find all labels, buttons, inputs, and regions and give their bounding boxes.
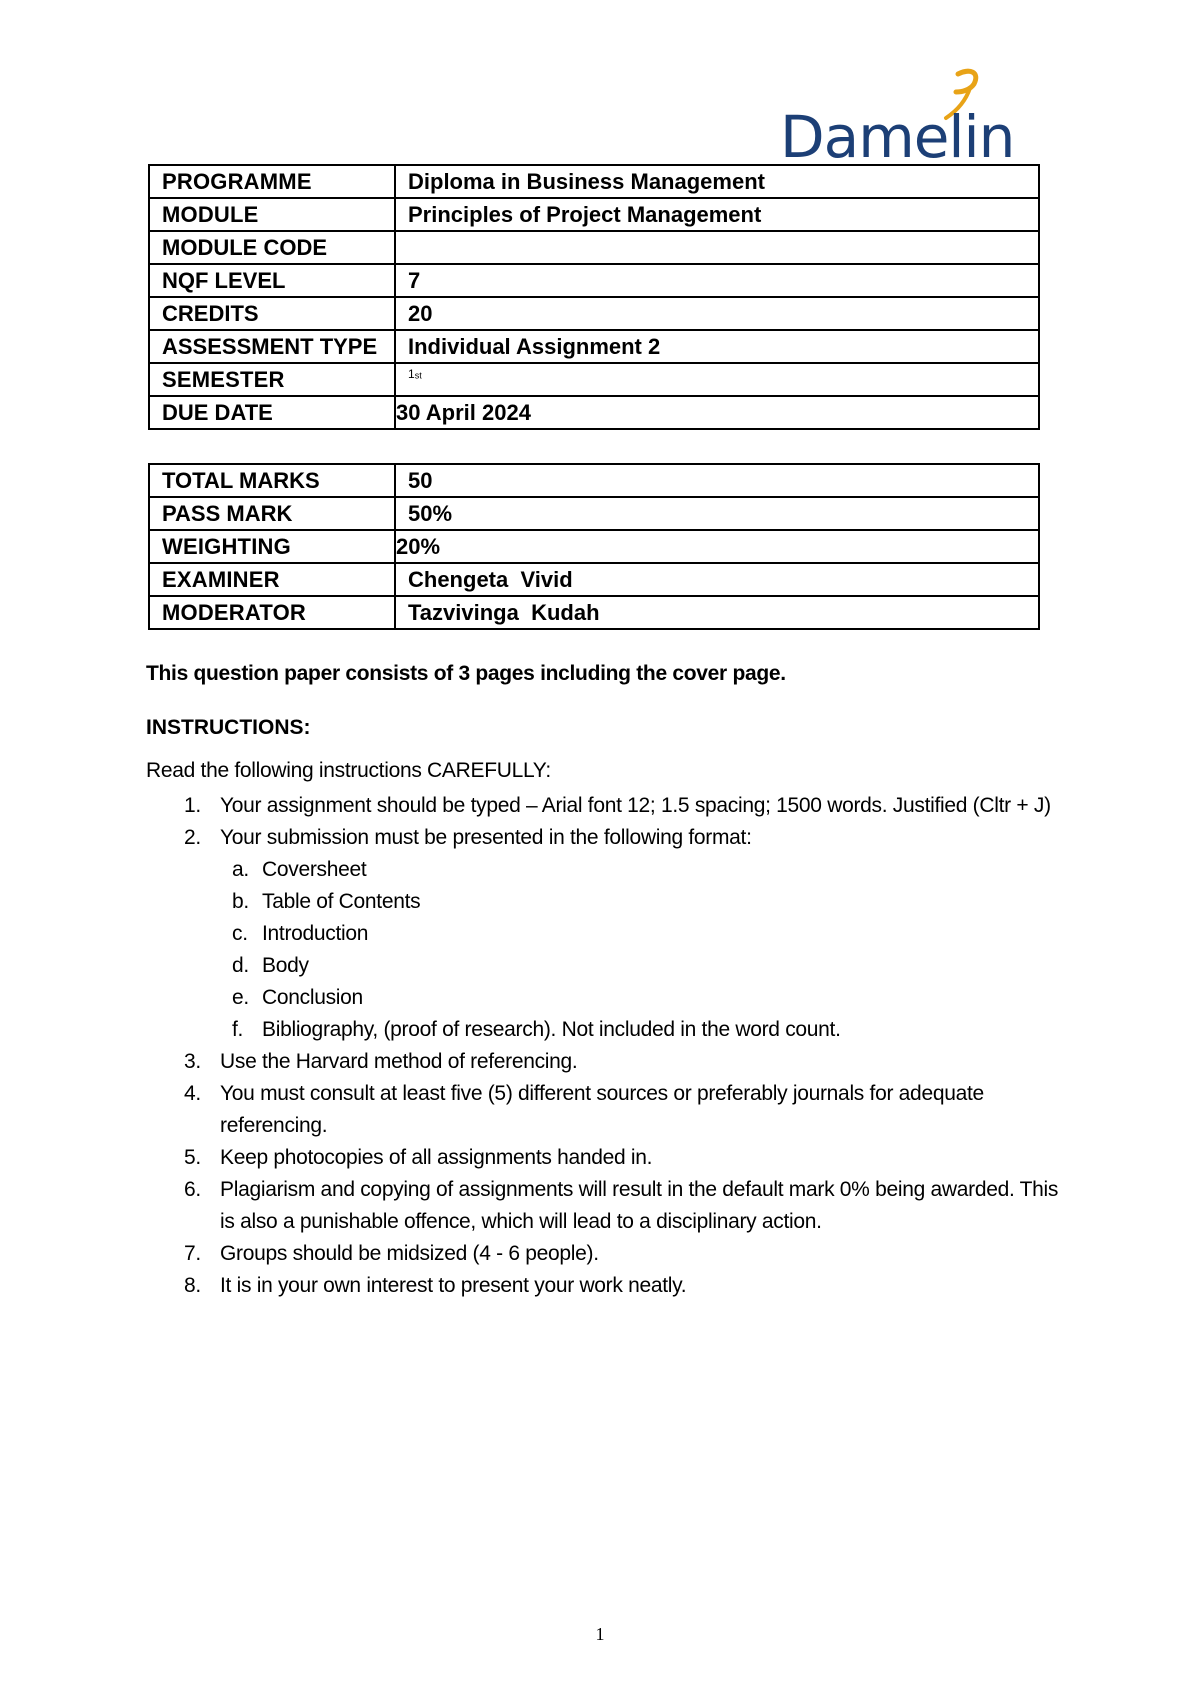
row-label: ASSESSMENT TYPE [149, 330, 395, 363]
row-label: MODULE CODE [149, 231, 395, 264]
row-label: WEIGHTING [149, 530, 395, 563]
instructions-lead: Read the following instructions CAREFULLY: [146, 759, 551, 782]
table-row [149, 530, 1039, 563]
row-label: DUE DATE [149, 396, 395, 429]
item-letter: a. [232, 858, 249, 881]
item-text: Plagiarism and copying of assignments will result in the default mark 0% being awarded. This is also a punishable offence, which will lead to a disciplinary action. [220, 1178, 1059, 1233]
semester-value: 1 [408, 366, 415, 381]
row-value [395, 231, 1039, 264]
row-label: NQF LEVEL [149, 264, 395, 297]
item-text: Coversheet [262, 858, 367, 881]
item-text: It is in your own interest to present your work neatly. [220, 1274, 687, 1297]
instructions-list [146, 790, 1066, 1302]
list-item [146, 1142, 1066, 1174]
page-count-note: This question paper consists of 3 pages including the cover page. [146, 662, 786, 685]
item-number: 2. [184, 826, 201, 849]
row-label: PROGRAMME [149, 165, 395, 198]
item-number: 6. [184, 1178, 201, 1201]
item-text: Use the Harvard method of referencing. [220, 1050, 578, 1073]
list-item [146, 1238, 1066, 1270]
row-value: 20% [395, 530, 1039, 563]
list-item [146, 1174, 1066, 1238]
table-row [149, 330, 1039, 363]
list-item [146, 854, 1066, 886]
item-text: Conclusion [262, 986, 363, 1009]
row-label: TOTAL MARKS [149, 464, 395, 497]
row-label: SEMESTER [149, 363, 395, 396]
list-item [146, 1046, 1066, 1078]
row-value: Individual Assignment 2 [395, 330, 1039, 363]
table-row [149, 596, 1039, 629]
item-text: Introduction [262, 922, 369, 945]
list-item [146, 886, 1066, 918]
item-text: You must consult at least five (5) different sources or preferably journals for adequate referencing. [220, 1082, 984, 1137]
row-value: 50% [395, 497, 1039, 530]
table-row [149, 198, 1039, 231]
row-label: PASS MARK [149, 497, 395, 530]
row-value: Tazvivinga Kudah [395, 596, 1039, 629]
item-text: Your submission must be presented in the following format: [220, 826, 752, 849]
list-item [146, 982, 1066, 1014]
row-value: 7 [395, 264, 1039, 297]
item-text: Keep photocopies of all assignments handed in. [220, 1146, 653, 1169]
damelin-logo [780, 66, 1015, 171]
item-text: Table of Contents [262, 890, 421, 913]
item-number: 8. [184, 1274, 201, 1297]
item-letter: d. [232, 954, 249, 977]
table-row [149, 497, 1039, 530]
list-item [146, 822, 1066, 1046]
item-text: Bibliography, (proof of research). Not included in the word count. [262, 1018, 841, 1041]
item-number: 4. [184, 1082, 201, 1105]
row-value: 30 April 2024 [395, 396, 1039, 429]
logo-wordmark: Damelin [780, 103, 1015, 171]
row-label: CREDITS [149, 297, 395, 330]
item-number: 5. [184, 1146, 201, 1169]
row-value: 50 [395, 464, 1039, 497]
list-item [146, 790, 1066, 822]
list-item [146, 1078, 1066, 1142]
table-row [149, 165, 1039, 198]
item-letter: b. [232, 890, 249, 913]
row-label: MODULE [149, 198, 395, 231]
item-letter: c. [232, 922, 248, 945]
page-number: 1 [595, 1624, 605, 1644]
module-details-table [148, 164, 1040, 430]
format-list [220, 854, 1066, 1046]
list-item [146, 950, 1066, 982]
list-item [146, 918, 1066, 950]
table-row [149, 396, 1039, 429]
row-value: 20 [395, 297, 1039, 330]
row-value: Chengeta Vivid [395, 563, 1039, 596]
row-value [395, 363, 1039, 396]
item-text: Body [262, 954, 309, 977]
list-item [146, 1270, 1066, 1302]
list-item [146, 1014, 1066, 1046]
row-label: MODERATOR [149, 596, 395, 629]
item-number: 7. [184, 1242, 201, 1265]
table-row [149, 464, 1039, 497]
table-row [149, 231, 1039, 264]
row-value: Principles of Project Management [395, 198, 1039, 231]
instructions-heading: INSTRUCTIONS: [146, 716, 311, 739]
table-row [149, 363, 1039, 396]
item-text: Your assignment should be typed – Arial font 12; 1.5 spacing; 1500 words. Justified (Cltr + J) [220, 794, 1051, 817]
table-row [149, 563, 1039, 596]
row-value: Diploma in Business Management [395, 165, 1039, 198]
item-letter: e. [232, 986, 249, 1009]
item-number: 1. [184, 794, 201, 817]
table-row [149, 297, 1039, 330]
semester-suffix: st [414, 370, 422, 381]
row-label: EXAMINER [149, 563, 395, 596]
item-number: 3. [184, 1050, 201, 1073]
marks-table [148, 463, 1040, 630]
item-letter: f. [232, 1018, 244, 1041]
table-row [149, 264, 1039, 297]
item-text: Groups should be midsized (4 - 6 people). [220, 1242, 599, 1265]
